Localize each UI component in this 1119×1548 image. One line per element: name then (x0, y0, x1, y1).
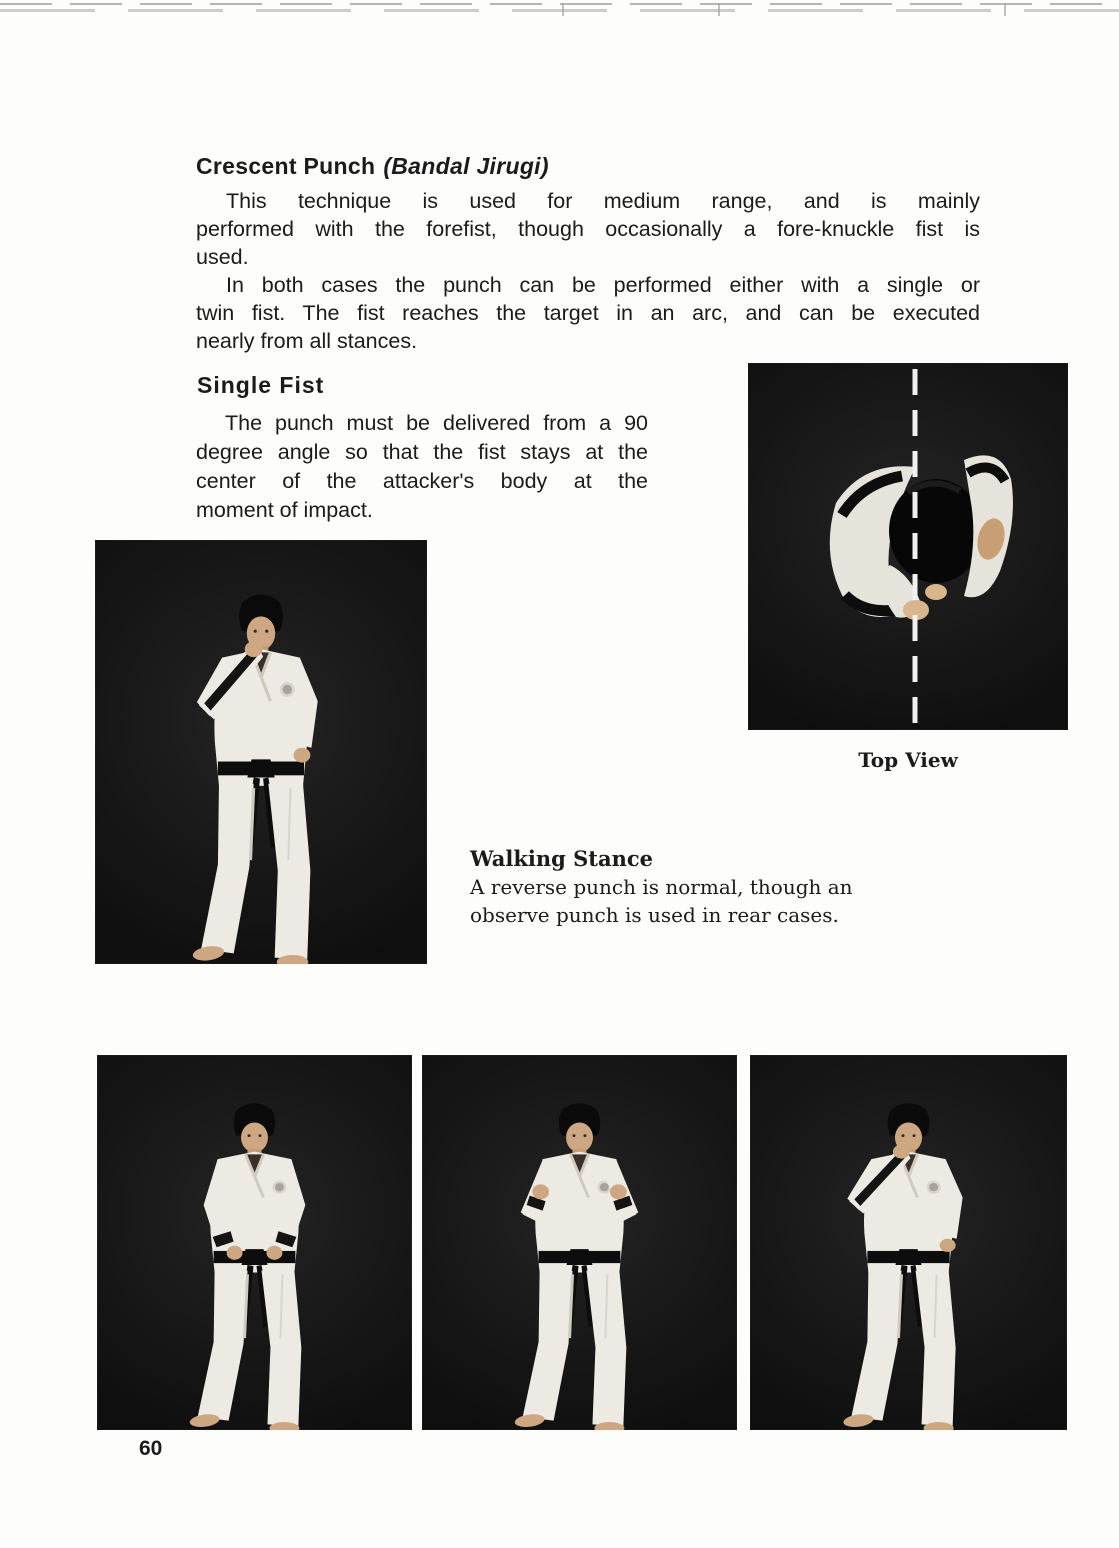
paragraph-line: moment of impact. (196, 498, 373, 522)
paragraph-line: A reverse punch is normal, though an (470, 875, 853, 899)
sequence-photo-3 (750, 1055, 1067, 1430)
photo-single-fist (95, 540, 427, 964)
martial-artist-figure (95, 540, 427, 964)
section-title-crescent-punch (196, 153, 549, 180)
section-title-walking-stance: Walking Stance (470, 846, 654, 871)
paragraph-line: observe punch is used in rear cases. (470, 903, 839, 927)
top-view-figure (748, 363, 1068, 730)
paragraph-line: center of the attacker's body at the (196, 469, 648, 493)
martial-artist-figure (422, 1055, 737, 1430)
paragraph-line: This technique is used for medium range, and is mainly (226, 189, 980, 213)
paragraph-line: nearly from all stances. (196, 329, 418, 353)
photo-top-view (748, 363, 1068, 730)
scan-edge-tick (718, 3, 720, 16)
crescent-punch-paragraph-2 (196, 271, 980, 355)
paragraph-line: In both cases the punch can be performed either with a single or (226, 273, 980, 297)
scan-edge-tick (562, 3, 564, 16)
martial-artist-figure (750, 1055, 1067, 1430)
paragraph-line: twin fist. The fist reaches the target in an arc, and can be executed (196, 301, 980, 325)
martial-artist-figure (97, 1055, 412, 1430)
paragraph-line: used. (196, 245, 249, 269)
sequence-photo-2 (422, 1055, 737, 1430)
scan-edge-artifact (0, 9, 1119, 12)
crescent-punch-title-text: Crescent Punch (196, 153, 376, 179)
caption-top-view: Top View (858, 748, 958, 772)
paragraph-line: degree angle so that the fist stays at the (196, 440, 648, 464)
paragraph-line: performed with the forefist, though occasionally a fore-knuckle fist is (196, 217, 980, 241)
sequence-photo-1 (97, 1055, 412, 1430)
crescent-punch-paragraph-1 (196, 187, 980, 271)
single-fist-paragraph (196, 409, 648, 525)
scan-edge-artifact (0, 3, 1119, 5)
section-title-single-fist: Single Fist (197, 372, 325, 398)
paragraph-line: The punch must be delivered from a 90 (225, 411, 648, 435)
walking-stance-block (470, 845, 890, 929)
crescent-punch-title-korean: (Bandal Jirugi) (383, 153, 549, 179)
page-number: 60 (139, 1437, 163, 1460)
scan-edge-tick (1004, 3, 1006, 16)
